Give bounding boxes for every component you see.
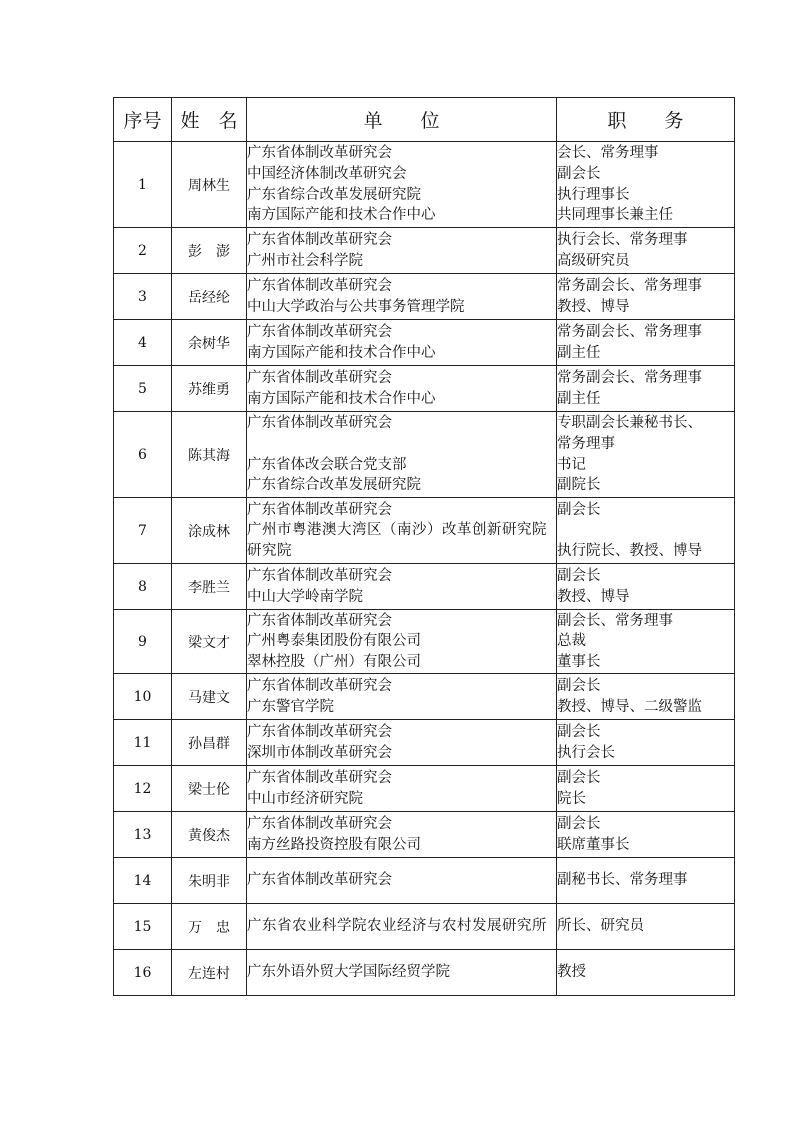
table-row	[114, 228, 735, 274]
member-name: 李胜兰	[172, 564, 247, 610]
unit-line: 广东省体制改革研究会	[247, 277, 392, 294]
row-index: 4	[114, 320, 172, 366]
unit-cell	[247, 610, 557, 674]
unit-line: 广东省体制改革研究会	[247, 323, 392, 340]
unit-line: 广东省体制改革研究会	[247, 815, 392, 832]
row-index: 2	[114, 228, 172, 274]
table-row	[114, 766, 735, 812]
position-line: 常务理事	[557, 435, 615, 452]
unit-cell	[247, 274, 557, 320]
unit-line: 翠林控股（广州）有限公司	[247, 653, 421, 670]
unit-cell	[247, 720, 557, 766]
header-index: 序号	[114, 98, 172, 142]
table-row	[114, 564, 735, 610]
member-name: 涂成林	[172, 498, 247, 564]
member-name: 周林生	[172, 142, 247, 228]
position-line: 院长	[557, 790, 586, 807]
position-line: 副会长	[557, 501, 601, 518]
member-name: 陈其海	[172, 412, 247, 498]
position-line: 教授、博导	[557, 298, 630, 315]
position-cell	[557, 564, 735, 610]
position-cell	[557, 950, 735, 996]
unit-cell	[247, 564, 557, 610]
table-row	[114, 274, 735, 320]
position-line: 执行院长、教授、博导	[557, 542, 702, 559]
member-name: 万 忠	[172, 904, 247, 950]
position-line: 高级研究员	[557, 252, 630, 269]
row-index: 1	[114, 142, 172, 228]
position-line: 会长、常务理事	[557, 145, 659, 162]
unit-line: 中山大学政治与公共事务管理学院	[247, 298, 465, 315]
unit-line: 广东省体制改革研究会	[247, 369, 392, 386]
unit-cell	[247, 366, 557, 412]
unit-line: 广东省体制改革研究会	[247, 612, 392, 629]
position-cell	[557, 674, 735, 720]
header-unit: 单 位	[247, 98, 557, 142]
member-name: 朱明非	[172, 858, 247, 904]
unit-line: 中山大学岭南学院	[247, 588, 363, 605]
member-name: 梁文才	[172, 610, 247, 674]
member-name: 梁士伦	[172, 766, 247, 812]
position-cell	[557, 274, 735, 320]
row-index: 10	[114, 674, 172, 720]
position-line: 常务副会长、常务理事	[557, 369, 702, 386]
unit-line: 南方国际产能和技术合作中心	[247, 390, 436, 407]
row-index: 11	[114, 720, 172, 766]
unit-line: 广州市粤港澳大湾区（南沙）改革创新研究院研究院	[247, 522, 547, 559]
unit-line: 南方丝路投资控股有限公司	[247, 836, 421, 853]
unit-line: 广东省体制改革研究会	[247, 415, 392, 432]
position-cell	[557, 904, 735, 950]
row-index: 14	[114, 858, 172, 904]
position-line: 教授、博导	[557, 588, 630, 605]
position-cell	[557, 766, 735, 812]
position-line: 联席董事长	[557, 836, 630, 853]
row-index: 6	[114, 412, 172, 498]
member-name: 岳经纶	[172, 274, 247, 320]
position-line: 所长、研究员	[557, 918, 644, 935]
position-line: 副院长	[557, 477, 601, 494]
unit-cell	[247, 674, 557, 720]
position-cell	[557, 228, 735, 274]
unit-line: 广东省综合改革发展研究院	[247, 477, 421, 494]
member-name: 彭 澎	[172, 228, 247, 274]
member-name: 苏维勇	[172, 366, 247, 412]
position-line: 执行会长、常务理事	[557, 231, 688, 248]
unit-cell	[247, 766, 557, 812]
unit-line: 广东省综合改革发展研究院	[247, 186, 421, 203]
position-line: 副会长	[557, 677, 601, 694]
header-position: 职 务	[557, 98, 735, 142]
table-row	[114, 498, 735, 564]
row-index: 9	[114, 610, 172, 674]
position-line: 常务副会长、常务理事	[557, 277, 702, 294]
position-cell	[557, 812, 735, 858]
position-line: 副会长	[557, 567, 601, 584]
position-line	[557, 520, 734, 541]
unit-line: 广东省体制改革研究会	[247, 872, 392, 889]
row-index: 7	[114, 498, 172, 564]
unit-cell	[247, 498, 557, 564]
position-line: 副会长	[557, 165, 601, 182]
position-line: 副主任	[557, 344, 601, 361]
table-row	[114, 950, 735, 996]
table-row	[114, 366, 735, 412]
unit-line: 广东省体制改革研究会	[247, 677, 392, 694]
header-name: 姓 名	[172, 98, 247, 142]
position-line: 共同理事长兼主任	[557, 207, 673, 224]
unit-cell	[247, 412, 557, 498]
position-line: 教授、博导、二级警监	[557, 698, 702, 715]
unit-line: 广东省体制改革研究会	[247, 769, 392, 786]
row-index: 12	[114, 766, 172, 812]
header-row	[114, 98, 735, 142]
position-cell	[557, 412, 735, 498]
table-row	[114, 812, 735, 858]
unit-line: 广州市社会科学院	[247, 252, 363, 269]
position-line: 副主任	[557, 390, 601, 407]
position-cell	[557, 498, 735, 564]
unit-line: 广东省体制改革研究会	[247, 145, 392, 162]
position-line: 书记	[557, 456, 586, 473]
position-line: 副会长	[557, 769, 601, 786]
position-line: 董事长	[557, 653, 601, 670]
unit-cell	[247, 858, 557, 904]
position-line: 常务副会长、常务理事	[557, 323, 702, 340]
table-row	[114, 720, 735, 766]
unit-line: 广东警官学院	[247, 698, 334, 715]
unit-cell	[247, 904, 557, 950]
table-row	[114, 674, 735, 720]
unit-cell	[247, 142, 557, 228]
position-line: 副会长、常务理事	[557, 612, 673, 629]
unit-line: 广东省农业科学院农业经济与农村发展研究所	[247, 918, 547, 935]
unit-line: 广东省体改会联合党支部	[247, 456, 407, 473]
row-index: 8	[114, 564, 172, 610]
unit-line: 广东省体制改革研究会	[247, 723, 392, 740]
position-line: 专职副会长兼秘书长、	[557, 415, 702, 432]
member-name: 黄俊杰	[172, 812, 247, 858]
position-line: 执行会长	[557, 744, 615, 761]
unit-line: 南方国际产能和技术合作中心	[247, 207, 436, 224]
table-row	[114, 412, 735, 498]
table-row	[114, 904, 735, 950]
table-row	[114, 858, 735, 904]
position-line: 教授	[557, 964, 586, 981]
row-index: 16	[114, 950, 172, 996]
unit-line: 广州粤泰集团股份有限公司	[247, 633, 421, 650]
unit-line: 中山市经济研究院	[247, 790, 363, 807]
table-row	[114, 142, 735, 228]
row-index: 13	[114, 812, 172, 858]
unit-line: 广东外语外贸大学国际经贸学院	[247, 964, 450, 981]
position-line: 副会长	[557, 723, 601, 740]
member-name: 余树华	[172, 320, 247, 366]
member-name: 左连村	[172, 950, 247, 996]
unit-cell	[247, 812, 557, 858]
position-line: 总裁	[557, 633, 586, 650]
unit-line	[247, 434, 556, 455]
unit-line: 广东省体制改革研究会	[247, 501, 392, 518]
member-table	[113, 97, 735, 996]
position-cell	[557, 610, 735, 674]
position-line: 执行理事长	[557, 186, 630, 203]
table-row	[114, 610, 735, 674]
position-cell	[557, 366, 735, 412]
position-line: 副秘书长、常务理事	[557, 872, 688, 889]
position-line: 副会长	[557, 815, 601, 832]
unit-line: 广东省体制改革研究会	[247, 567, 392, 584]
table-row	[114, 320, 735, 366]
unit-cell	[247, 950, 557, 996]
position-cell	[557, 720, 735, 766]
unit-cell	[247, 228, 557, 274]
unit-cell	[247, 320, 557, 366]
position-cell	[557, 858, 735, 904]
position-cell	[557, 142, 735, 228]
row-index: 5	[114, 366, 172, 412]
member-name: 孙昌群	[172, 720, 247, 766]
row-index: 15	[114, 904, 172, 950]
position-cell	[557, 320, 735, 366]
unit-line: 中国经济体制改革研究会	[247, 165, 407, 182]
unit-line: 南方国际产能和技术合作中心	[247, 344, 436, 361]
unit-line: 深圳市体制改革研究会	[247, 744, 392, 761]
member-name: 马建文	[172, 674, 247, 720]
unit-line: 广东省体制改革研究会	[247, 231, 392, 248]
row-index: 3	[114, 274, 172, 320]
